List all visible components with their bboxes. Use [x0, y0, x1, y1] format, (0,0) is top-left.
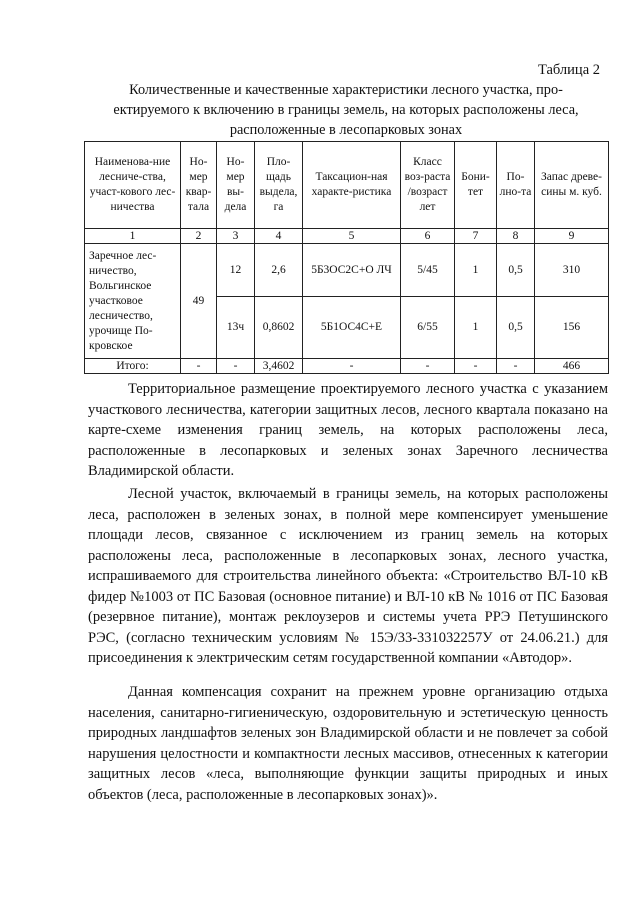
stock-cell: 156	[535, 297, 609, 359]
column-number: 5	[303, 229, 401, 244]
table-label: Таблица 2	[537, 62, 600, 78]
caption-line-3: расположенные в лесопарковых зонах	[229, 122, 463, 138]
column-number: 3	[217, 229, 255, 244]
caption-line-2: ектируемого к включению в границы земель, на которых расположены леса,	[113, 102, 579, 118]
bonitet-cell: 1	[455, 244, 497, 297]
header-allotment: Но-мер вы-дела	[217, 142, 255, 229]
paragraph-placement	[88, 379, 608, 482]
column-number: 1	[85, 229, 181, 244]
table-row	[85, 244, 609, 297]
header-area: Пло-щадь выдела, га	[255, 142, 303, 229]
total-age-class: -	[401, 359, 455, 374]
total-taxation: -	[303, 359, 401, 374]
table-header-row	[85, 142, 609, 229]
table-caption	[84, 80, 608, 140]
column-number: 7	[455, 229, 497, 244]
total-label: Итого:	[85, 359, 181, 374]
column-number: 4	[255, 229, 303, 244]
total-allotment: -	[217, 359, 255, 374]
column-number: 2	[181, 229, 217, 244]
total-area: 3,4602	[255, 359, 303, 374]
header-quarter: Но-мер квар-тала	[181, 142, 217, 229]
header-taxation: Таксацион-ная характе-ристика	[303, 142, 401, 229]
stock-cell: 310	[535, 244, 609, 297]
taxation-cell: 5Б1ОС4С+Е	[303, 297, 401, 359]
density-cell: 0,5	[497, 244, 535, 297]
allotment-cell: 12	[217, 244, 255, 297]
taxation-cell: 5Б3ОС2С+О ЛЧ	[303, 244, 401, 297]
paragraph-text: Территориальное размещение проектируемого лесного участка с указанием участкового лесничества, категории защитных лесов, лесного квартала показано на карте-схеме изменения границ земель, на которых расположены леса, расположенные в лесопарковых и зеленых зонах Заречного лесничества Владимирской области.	[88, 381, 608, 479]
header-bonitet: Бони-тет	[455, 142, 497, 229]
total-density: -	[497, 359, 535, 374]
header-age-class: Класс воз-раста /возраст лет	[401, 142, 455, 229]
paragraph-recreation	[88, 682, 608, 805]
bonitet-cell: 1	[455, 297, 497, 359]
age-class-cell: 6/55	[401, 297, 455, 359]
column-number-row	[85, 229, 609, 244]
paragraph-text: Данная компенсация сохранит на прежнем уровне организацию отдыха населения, санитарно-гигиеническую, оздоровительную и эстетическую ценность природных ландшафтов зеленых зон Владимирской области и не повлечет за собой нарушения целостности и компактности лесных массивов, отнесенных к категории защитных лесов «леса, выполняющие функции защиты природных и иных объектов (леса, расположенные в лесопарковых зонах)».	[88, 684, 608, 803]
column-number: 6	[401, 229, 455, 244]
age-class-cell: 5/45	[401, 244, 455, 297]
total-bonitet: -	[455, 359, 497, 374]
area-cell: 0,8602	[255, 297, 303, 359]
forestry-name-cell: Заречное лес-ничество, Вольгинское участковое лесничество, урочище По-кровское	[85, 244, 181, 359]
density-cell: 0,5	[497, 297, 535, 359]
total-stock: 466	[535, 359, 609, 374]
header-forestry-name: Наименова-ние лесниче-ства, участ-кового лес-ничества	[85, 142, 181, 229]
column-number: 9	[535, 229, 609, 244]
header-stock: Запас древе-сины м. куб.	[535, 142, 609, 229]
total-quarter: -	[181, 359, 217, 374]
allotment-cell: 13ч	[217, 297, 255, 359]
column-number: 8	[497, 229, 535, 244]
total-row	[85, 359, 609, 374]
quarter-cell: 49	[181, 244, 217, 359]
area-cell: 2,6	[255, 244, 303, 297]
header-density: По-лно-та	[497, 142, 535, 229]
paragraph-text: Лесной участок, включаемый в границы земель, на которых расположены леса, расположен в зеленых зонах, в полной мере компенсирует уменьшение площади лесов, связанное с исключением из границ земель на которых расположены леса, расположенные в лесопарковых зонах, лесного участка, испрашиваемого для строительства линейного объекта: «Строительство ВЛ-10 кВ фидер №1003 от ПС Базовая (основное питание) и ВЛ-10 кВ № 1016 от ПС Базовая (резервное питание), монтаж реклоузеров и системы учета РРЭ Петушинского РЭС, (согласно техническим условиям № 15Э/33-331032257У от 24.06.21.) для присоединения к электрическим сетям государственной компании «Автодор».	[88, 486, 608, 666]
paragraph-compensation	[88, 484, 608, 669]
forest-plot-table	[84, 141, 609, 374]
caption-line-1: Количественные и качественные характеристики лесного участка, про-	[129, 82, 563, 98]
